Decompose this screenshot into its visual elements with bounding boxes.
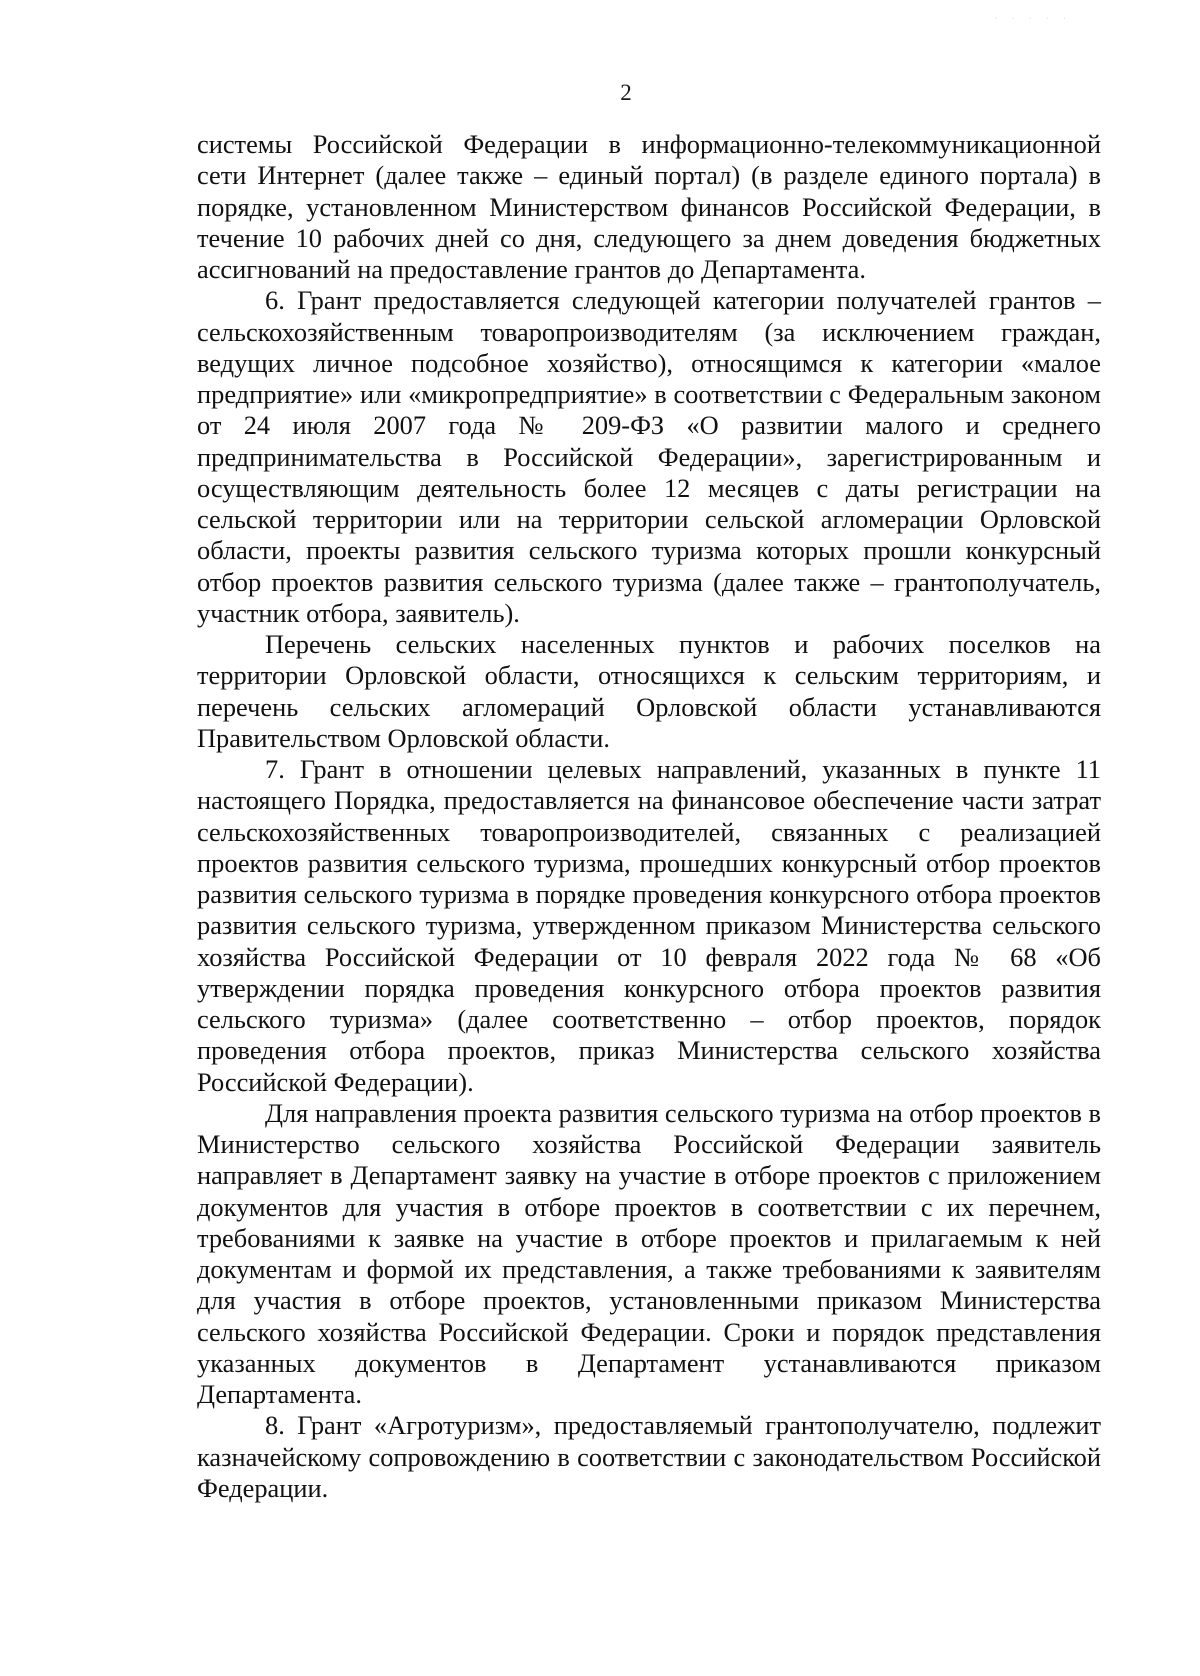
paragraph-project-submission: Для направления проекта развития сельского туризма на отбор проектов в Министерство сельского хозяйства Российской Федерации заявитель направляет в Департамент заявку на участие в отборе проектов с приложением документов для участия в отборе проектов в соответствии с их перечнем, требованиями к заявке на участие в отборе проектов и прилагаемым к ней документам и формой их представления, а также требованиями к заявителям для участия в отборе проектов, установленными приказом Министерства сельского хозяйства Российской Федерации. Сроки и порядок представления указанных документов в Департамент устанавливаются приказом Департамента. bbox=[197, 1097, 1101, 1409]
document-body bbox=[197, 129, 1101, 1504]
paragraph-continuation: системы Российской Федерации в информационно-телекоммуникационной сети Интернет (далее также – единый портал) (в разделе единого портала) в порядке, установленном Министерством финансов Российской Федерации, в течение 10 рабочих дней со дня, следующего за днем доведения бюджетных ассигнований на предоставление грантов до Департамента. bbox=[197, 129, 1101, 284]
paragraph-item-7: 7. Грант в отношении целевых направлений, указанных в пункте 11 настоящего Порядка, предоставляется на финансовое обеспечение части затрат сельскохозяйственных товаропроизводителей, связанных с реализацией проектов развития сельского туризма, прошедших конкурсный отбор проектов развития сельского туризма в порядке проведения конкурсного отбора проектов развития сельского туризма, утвержденном приказом Министерства сельского хозяйства Российской Федерации от 10 февраля 2022 года № 68 «Об утверждении порядка проведения конкурсного отбора проектов развития сельского туризма» (далее соответственно – отбор проектов, порядок проведения отбора проектов, приказ Министерства сельского хозяйства Российской Федерации). bbox=[197, 754, 1101, 1097]
paragraph-rural-settlements-list: Перечень сельских населенных пунктов и рабочих поселков на территории Орловской области, относящихся к сельским территориям, и перечень сельских агломераций Орловской области устанавливаются Правительством Орловской области. bbox=[197, 629, 1101, 753]
paragraph-item-6: 6. Грант предоставляется следующей категории получателей грантов – сельскохозяйственным товаропроизводителям (за исключением граждан, ведущих личное подсобное хозяйство), относящимся к категории «малое предприятие» или «микропредприятие» в соответствии с Федеральным законом от 24 июля 2007 года № 209-ФЗ «О развитии малого и среднего предпринимательства в Российской Федерации», зарегистрированным и осуществляющим деятельность более 12 месяцев с даты регистрации на сельской территории или на территории сельской агломерации Орловской области, проекты развития сельского туризма которых прошли конкурсный отбор проектов развития сельского туризма (далее также – грантополучатель, участник отбора, заявитель). bbox=[197, 285, 1101, 628]
page-number: 2 bbox=[620, 80, 632, 105]
scan-artifact: ····· bbox=[994, 14, 1080, 25]
paragraph-item-8: 8. Грант «Агротуризм», предоставляемый грантополучателю, подлежит казначейскому сопровождению в соответствии с законодательством Российской Федерации. bbox=[197, 1410, 1101, 1503]
